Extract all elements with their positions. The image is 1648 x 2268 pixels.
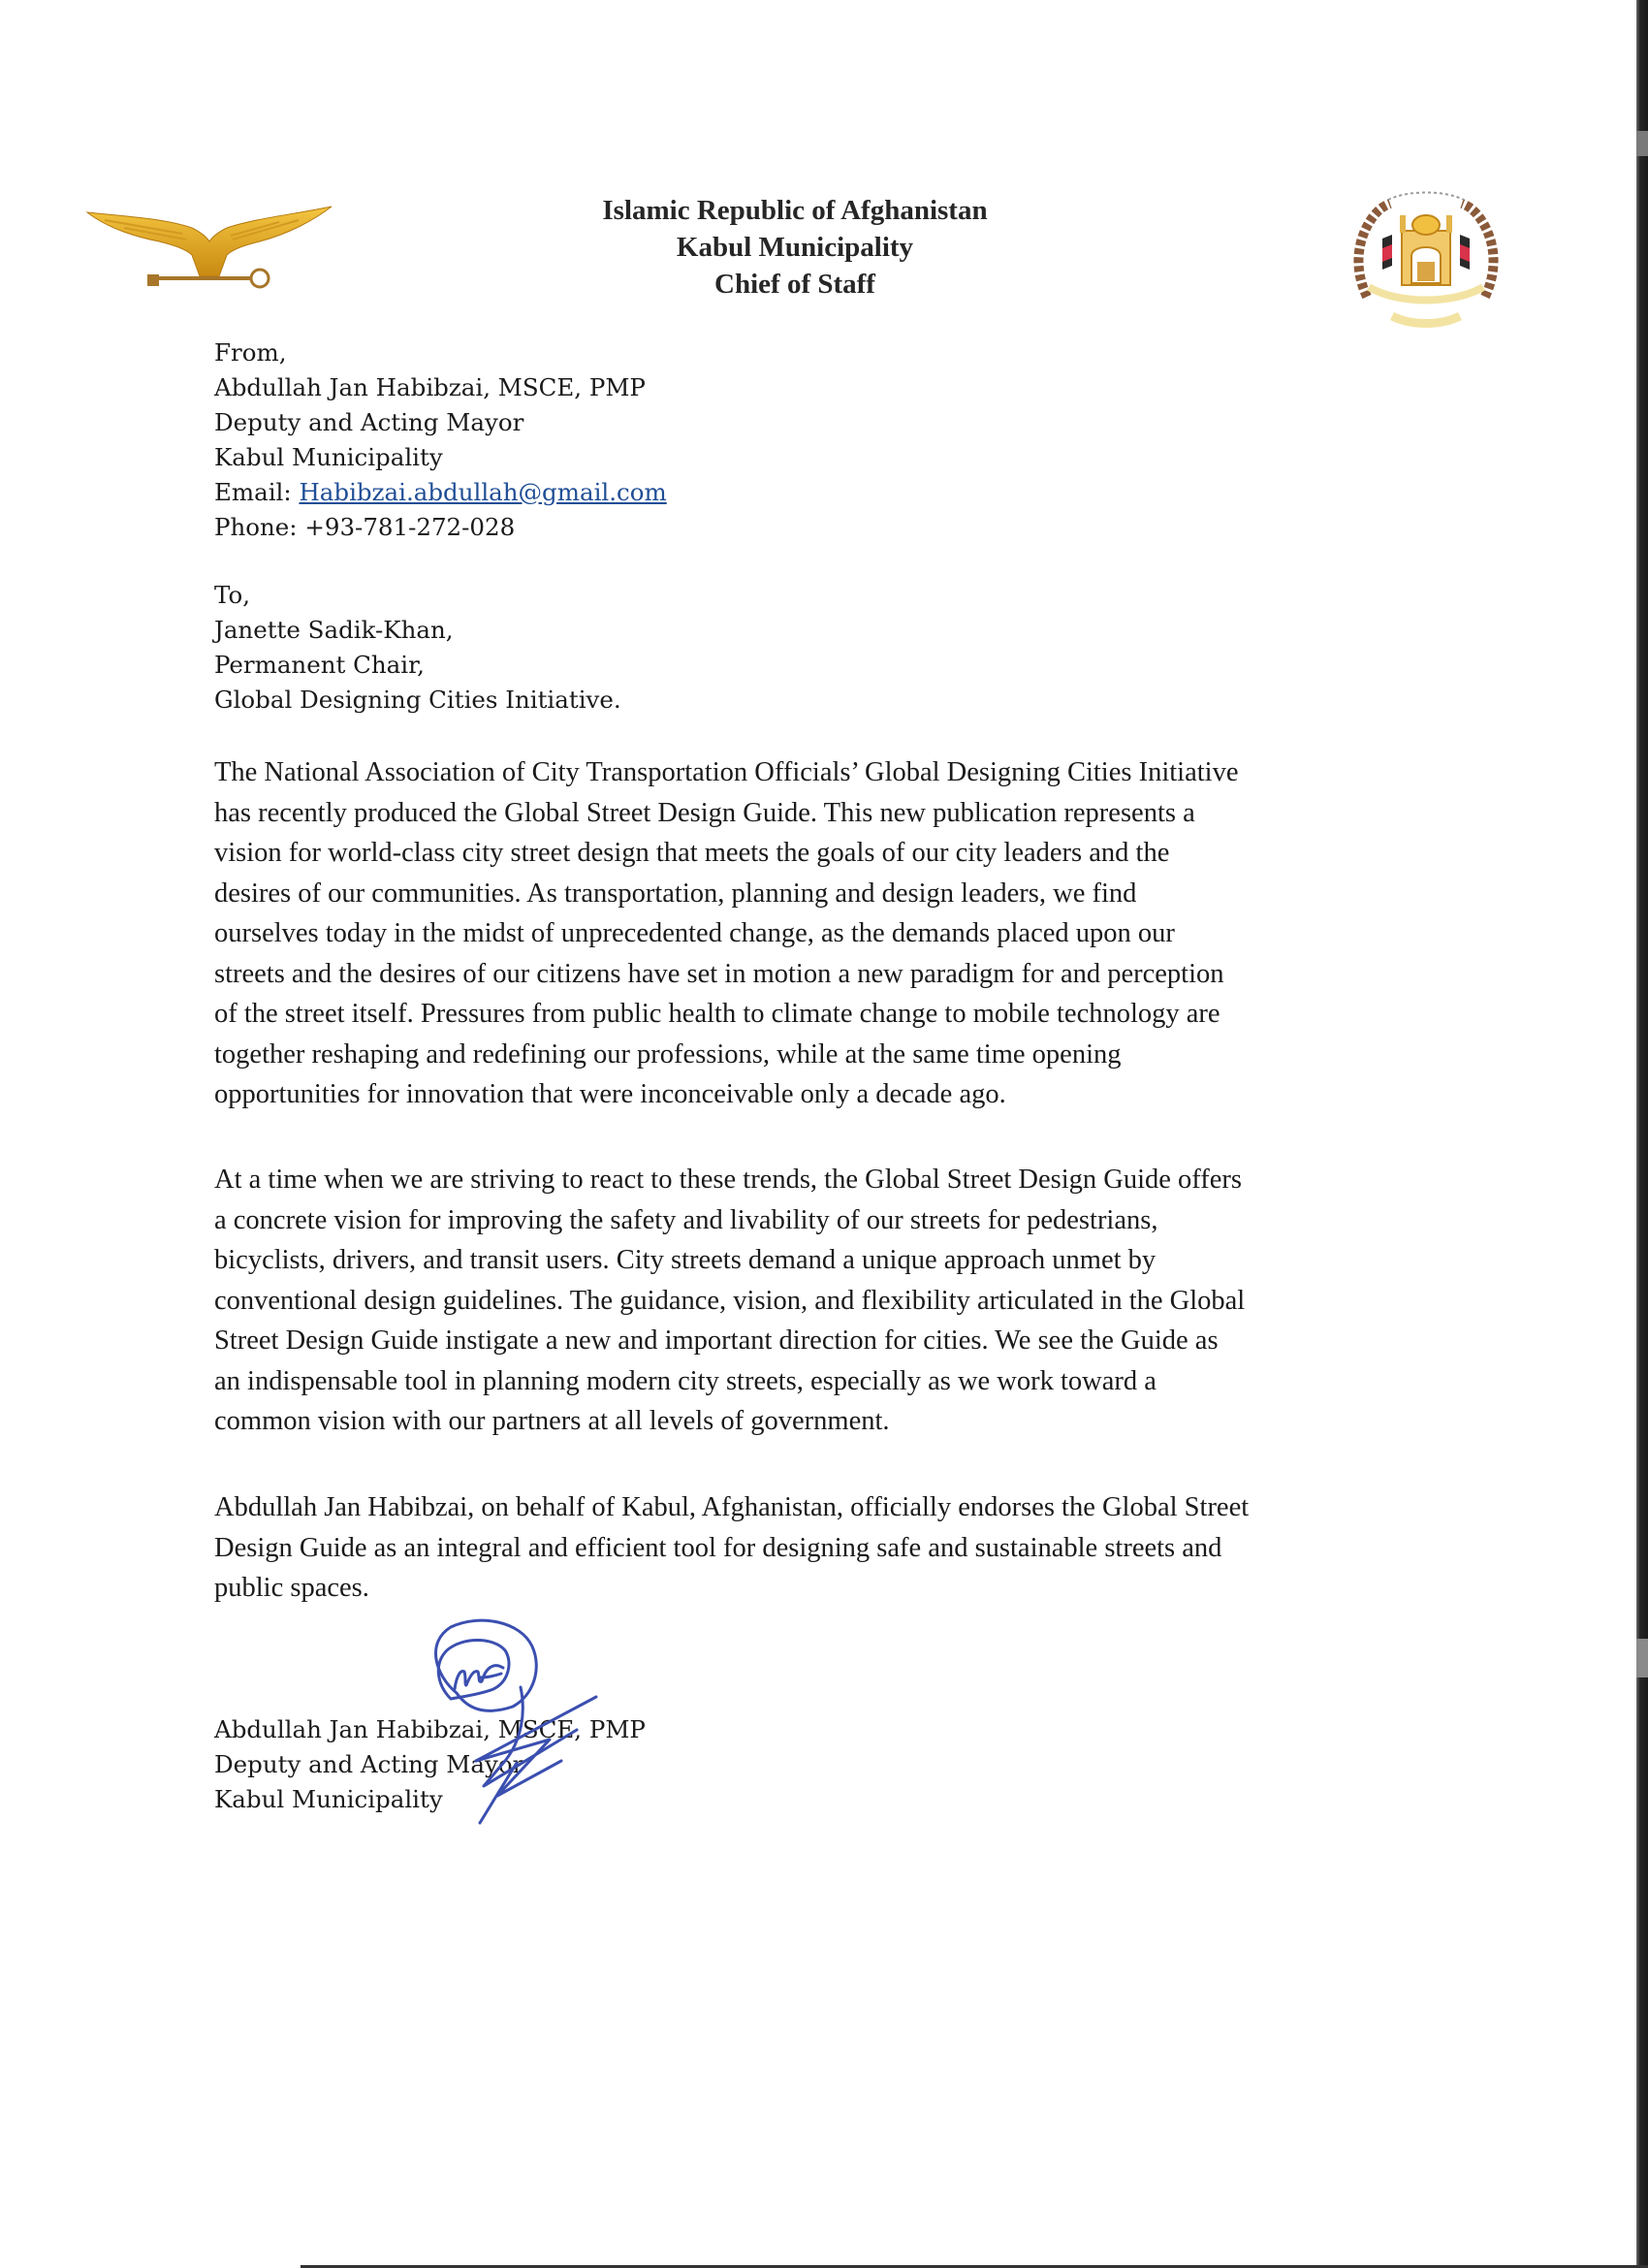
paragraph-line: a concrete vision for improving the safety and livability of our streets for pedestrians, xyxy=(214,1204,1158,1235)
coat-of-arms-icon xyxy=(1349,180,1503,334)
phone-number: +93-781-272-028 xyxy=(304,513,516,541)
paragraph-line: common vision with our partners at all levels of government. xyxy=(214,1406,890,1436)
letterhead-office: Chief of Staff xyxy=(714,269,875,300)
eagle-key-emblem-icon xyxy=(85,199,333,301)
sender-phone-line xyxy=(214,510,667,545)
paragraph-line: public spaces. xyxy=(214,1573,369,1603)
paragraph-line: together reshaping and redefining our professions, while at the same time opening xyxy=(214,1038,1122,1070)
paragraph-line: streets and the desires of our citizens have set in motion a new paradigm for and perception xyxy=(214,958,1224,989)
sender-label: From, xyxy=(214,338,287,367)
closing-name: Abdullah Jan Habibzai, MSCE, PMP xyxy=(214,1715,646,1743)
paragraph-line: has recently produced the Global Street Design Guide. This new publication represents a xyxy=(214,797,1195,828)
letterhead xyxy=(465,192,1125,303)
body-paragraph-3 xyxy=(214,1487,1407,1609)
recipient-organization: Global Designing Cities Initiative. xyxy=(214,686,621,714)
closing-organization: Kabul Municipality xyxy=(214,1785,443,1813)
paragraph-line: of the street itself. Pressures from public health to climate change to mobile technology are xyxy=(214,999,1220,1029)
email-link[interactable]: Habibzai.abdullah@gmail.com xyxy=(299,478,667,506)
paragraph-line: Street Design Guide instigate a new and important direction for cities. We see the Guide as xyxy=(214,1326,1219,1356)
recipient-block xyxy=(214,578,621,718)
sender-name: Abdullah Jan Habibzai, MSCE, PMP xyxy=(214,373,646,401)
paragraph-line: The National Association of City Transportation Officials’ Global Designing Cities Initiative xyxy=(214,757,1239,787)
paragraph-line: opportunities for innovation that were inconceivable only a decade ago. xyxy=(214,1079,1006,1109)
sender-email-line xyxy=(214,475,667,510)
paragraph-line: Abdullah Jan Habibzai, on behalf of Kabul, Afghanistan, officially endorses the Global Street xyxy=(214,1492,1250,1522)
email-label: Email: xyxy=(214,478,300,506)
body-paragraph-1 xyxy=(214,752,1407,1115)
paragraph-line: Design Guide as an integral and efficient tool for designing safe and sustainable streets and xyxy=(214,1532,1222,1563)
recipient-title: Permanent Chair, xyxy=(214,651,425,679)
recipient-name: Janette Sadik-Khan, xyxy=(214,616,454,644)
letterhead-country: Islamic Republic of Afghanistan xyxy=(602,195,988,226)
signature-icon xyxy=(412,1617,616,1840)
sender-block xyxy=(214,335,667,545)
paragraph-line: vision for world-class city street design that meets the goals of our city leaders and the xyxy=(214,838,1170,868)
body-paragraph-2 xyxy=(214,1160,1407,1442)
scanner-edge xyxy=(1636,0,1648,2268)
paragraph-line: desires of our communities. As transportation, planning and design leaders, we find xyxy=(214,878,1137,909)
paragraph-line: At a time when we are striving to react to these trends, the Global Street Design Guide offers xyxy=(214,1165,1242,1195)
paragraph-line: ourselves today in the midst of unprecedented change, as the demands placed upon our xyxy=(214,918,1175,948)
paragraph-line: an indispensable tool in planning modern city streets, especially as we work toward a xyxy=(214,1365,1157,1396)
paragraph-line: bicyclists, drivers, and transit users. City streets demand a unique approach unmet by xyxy=(214,1245,1157,1275)
paragraph-line: conventional design guidelines. The guidance, vision, and flexibility articulated in the Global xyxy=(214,1285,1246,1316)
recipient-label: To, xyxy=(214,581,250,609)
phone-label: Phone: xyxy=(214,513,305,541)
sender-organization: Kabul Municipality xyxy=(214,443,443,471)
closing-title: Deputy and Acting Mayor xyxy=(214,1750,524,1778)
sender-title: Deputy and Acting Mayor xyxy=(214,408,524,436)
letterhead-organization: Kabul Municipality xyxy=(676,232,914,263)
